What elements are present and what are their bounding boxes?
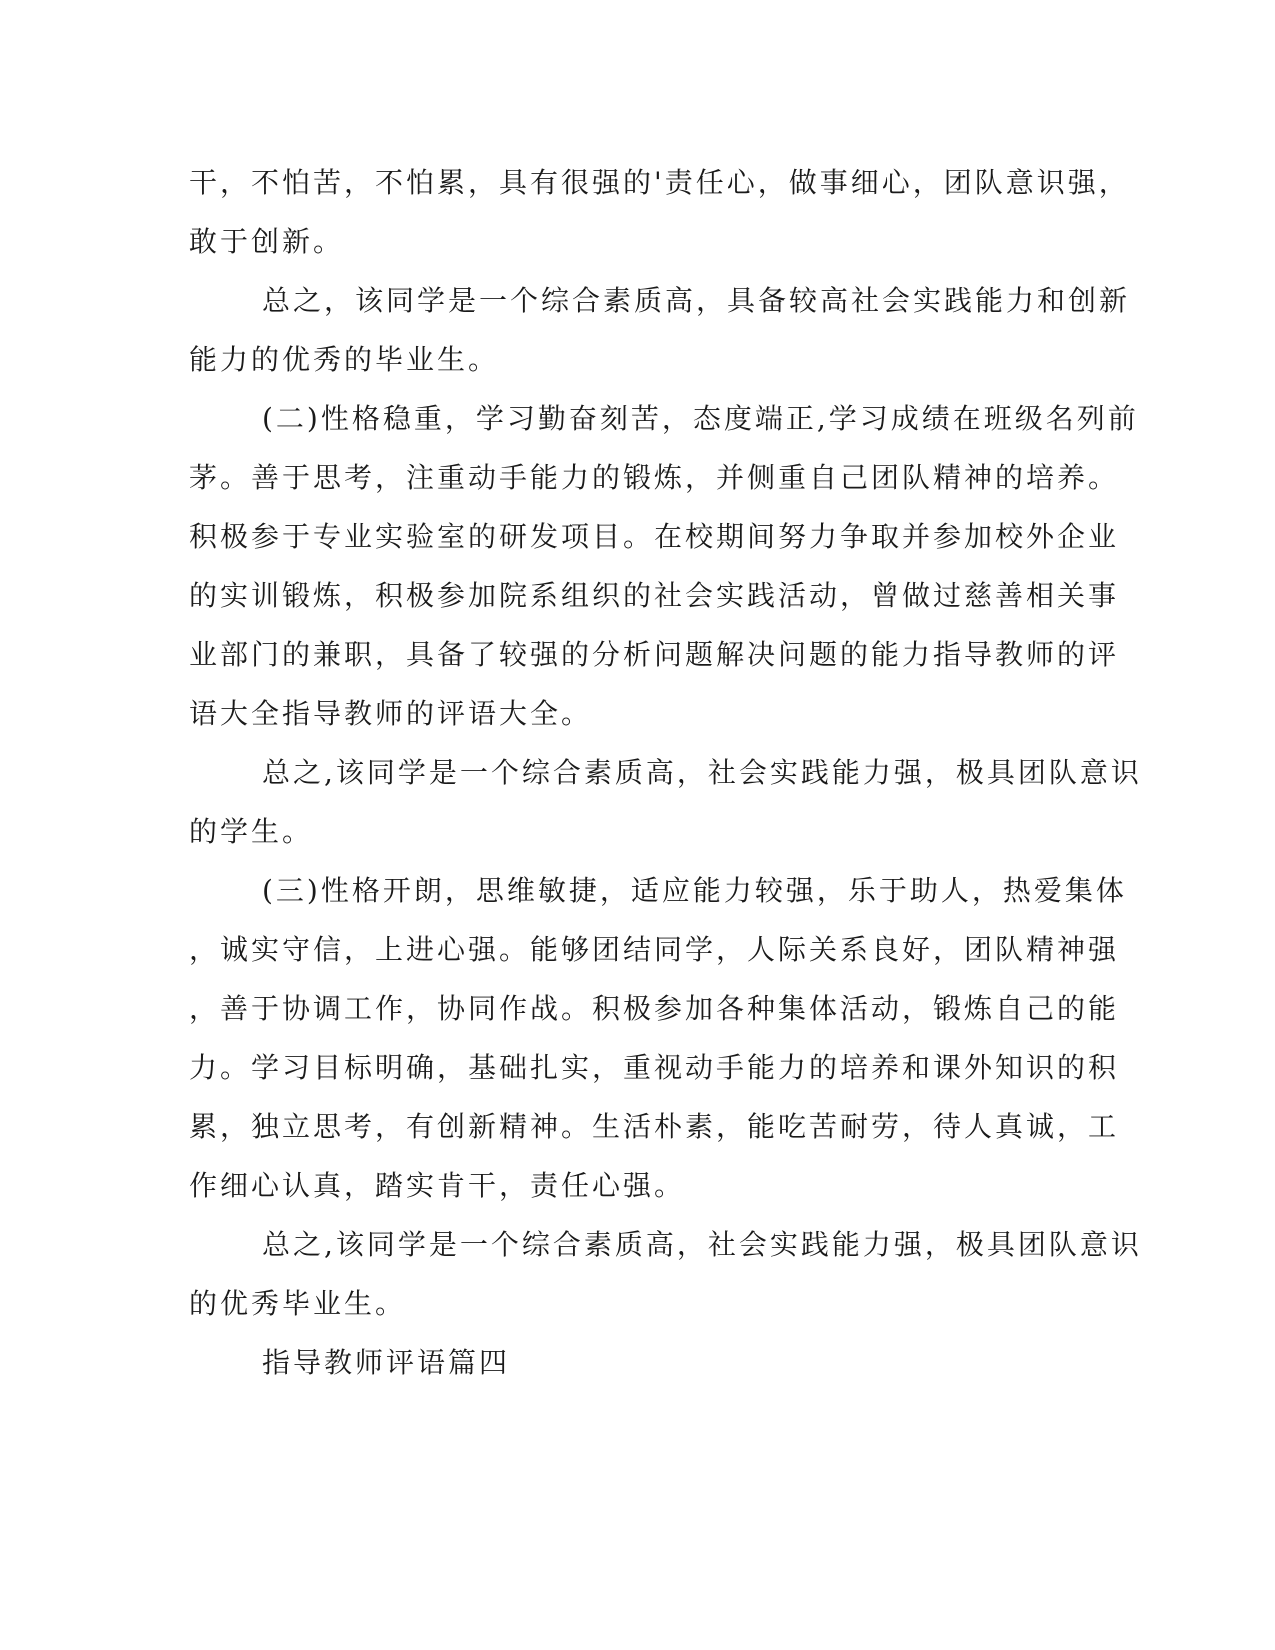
text-line: 干，不怕苦，不怕累，具有很强的'责任心，做事细心，团队意识强， <box>189 166 1130 199</box>
paragraph-start: 总之，该同学是一个综合素质高，具备较高社会实践能力和创新 <box>262 284 1131 317</box>
text-line: 能力的优秀的毕业生。 <box>189 343 500 376</box>
text-line: 语大全指导教师的评语大全。 <box>189 697 593 730</box>
paragraph-start: 总之,该同学是一个综合素质高，社会实践能力强，极具团队意识 <box>262 1228 1142 1261</box>
text-line: 敢于创新。 <box>189 225 345 258</box>
text-line: 业部门的兼职，具备了较强的分析问题解决问题的能力指导教师的评 <box>189 638 1120 671</box>
text-line: 的学生。 <box>189 815 314 848</box>
text-line: 茅。善于思考，注重动手能力的锻炼，并侧重自己团队精神的培养。 <box>189 461 1120 494</box>
text-line: 的实训锻炼，积极参加院系组织的社会实践活动，曾做过慈善相关事 <box>189 579 1120 612</box>
text-line: 力。学习目标明确，基础扎实，重视动手能力的培养和课外知识的积 <box>189 1051 1120 1084</box>
text-line: 的优秀毕业生。 <box>189 1287 407 1320</box>
text-line: 累，独立思考，有创新精神。生活朴素，能吃苦耐劳，待人真诚，工 <box>189 1110 1120 1143</box>
paragraph-start: 总之,该同学是一个综合素质高，社会实践能力强，极具团队意识 <box>262 756 1142 789</box>
paragraph-start: (三)性格开朗，思维敏捷，适应能力较强，乐于助人，热爱集体 <box>262 874 1127 907</box>
paragraph-start: (二)性格稳重，学习勤奋刻苦，态度端正,学习成绩在班级名列前 <box>262 402 1139 435</box>
text-line: ，善于协调工作，协同作战。积极参加各种集体活动，锻炼自己的能 <box>189 992 1120 1025</box>
text-line: 作细心认真，踏实肯干，责任心强。 <box>189 1169 686 1202</box>
section-heading: 指导教师评语篇四 <box>262 1346 511 1379</box>
text-line: 积极参于专业实验室的研发项目。在校期间努力争取并参加校外企业 <box>189 520 1120 553</box>
text-line: ，诚实守信，上进心强。能够团结同学，人际关系良好，团队精神强 <box>189 933 1120 966</box>
